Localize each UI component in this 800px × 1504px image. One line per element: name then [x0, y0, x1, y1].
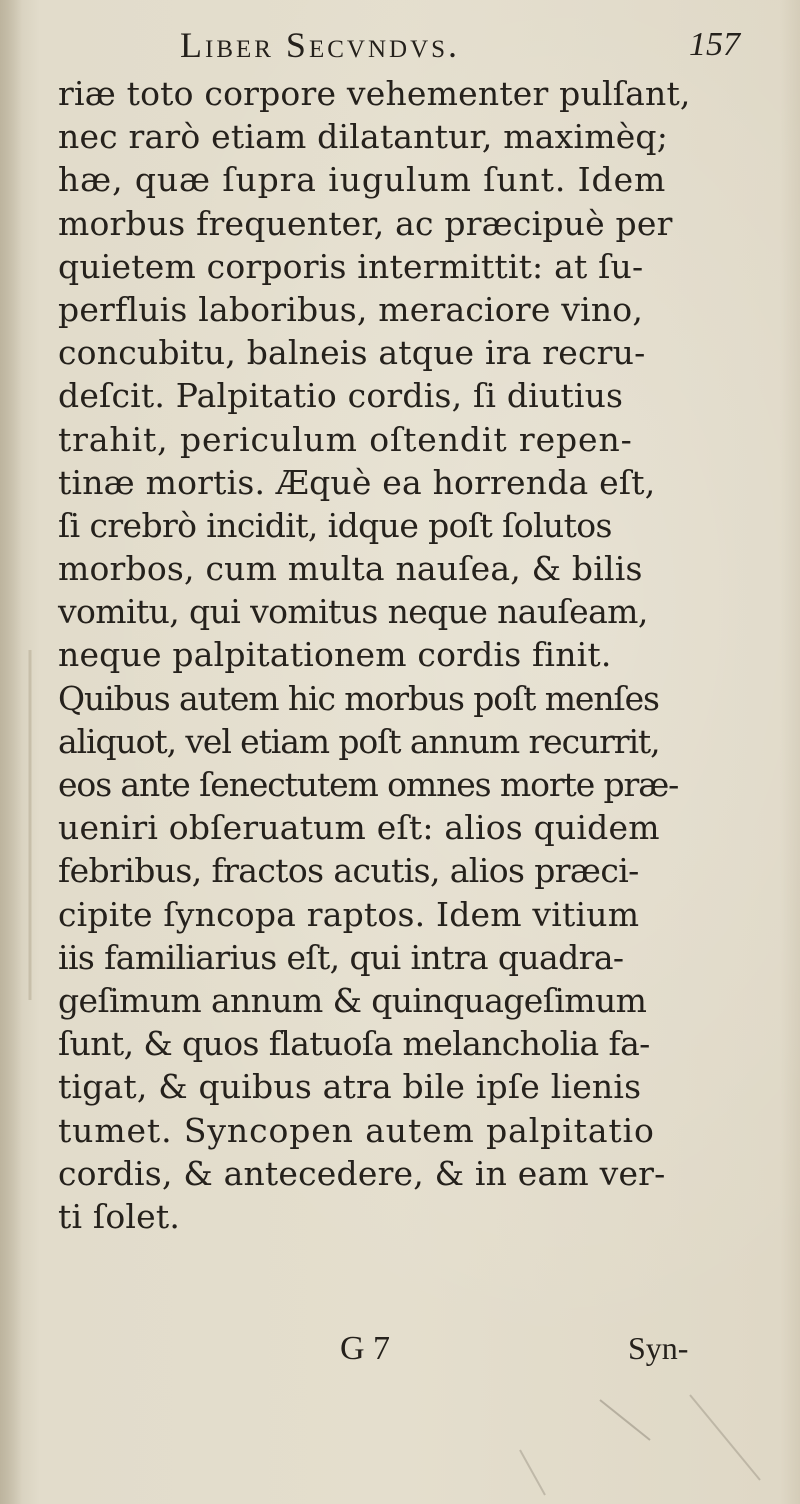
text-line: tumet. Syncopen autem palpitatio [58, 1110, 655, 1150]
signature-mark: G 7 [340, 1330, 391, 1367]
stray-mark [690, 1395, 760, 1480]
text-line: eos ante ſenectutem omnes morte præ- [58, 765, 679, 804]
text-line: Quibus autem hic morbus poſt menſes [58, 678, 659, 718]
page-gutter-shadow [0, 0, 22, 1504]
text-line: deſcit. Palpitatio cordis, ſi diutius [58, 376, 624, 416]
text-line: ſi crebrò incidit, idque poſt ſolutos [58, 505, 612, 545]
text-line: trahit, periculum oſtendit repen- [58, 419, 633, 459]
text-line: cordis, & antecedere, & in eam ver- [58, 1153, 666, 1193]
running-head: Liber Secvndvs. [180, 25, 461, 65]
text-line: concubitu, balneis atque ira recru- [58, 333, 646, 373]
text-line: geſimum annum & quinquageſimum [58, 980, 647, 1020]
page-header [120, 22, 740, 74]
text-line: neque palpitationem cordis finit. [58, 635, 612, 675]
text-line: riæ toto corpore vehementer pulſant, [58, 74, 691, 113]
text-line: quietem corporis intermittit: at ſu- [58, 246, 644, 286]
text-line: ueniri obſeruatum eſt: alios quidem [58, 808, 660, 848]
text-line: iis familiarius eſt, qui intra quadra- [58, 937, 624, 977]
body-text [58, 72, 774, 1238]
page-number: 157 [689, 26, 740, 63]
text-line: tigat, & quibus atra bile ipſe lienis [58, 1067, 642, 1107]
text-line: vomitu, qui vomitus neque nauſeam, [58, 592, 648, 632]
text-line: perfluis laboribus, meraciore vino, [58, 289, 644, 329]
text-line: febribus, fractos acutis, alios præci- [58, 851, 639, 891]
stray-mark [600, 1400, 650, 1440]
text-line: cipite ſyncopa raptos. Idem vitium [58, 894, 640, 934]
text-line: morbos, cum multa nauſea, & bilis [58, 549, 643, 589]
catchword: Syn- [628, 1330, 689, 1366]
text-line: aliquot, vel etiam poſt annum recurrit, [58, 721, 660, 761]
text-line: ti ſolet. [58, 1196, 181, 1236]
text-line: hæ, quæ ſupra iugulum ſunt. Idem [58, 160, 667, 200]
text-line: morbus frequenter, ac præcipuè per [58, 203, 673, 243]
text-line: nec rarò etiam dilatantur, maximèq; [58, 117, 669, 157]
page-footer [0, 1330, 800, 1390]
text-line: tinæ mortis. Æquè ea horrenda eſt, [58, 462, 656, 502]
stray-mark [520, 1450, 545, 1495]
text-line: ſunt, & quos flatuoſa melancholia fa- [58, 1024, 650, 1064]
